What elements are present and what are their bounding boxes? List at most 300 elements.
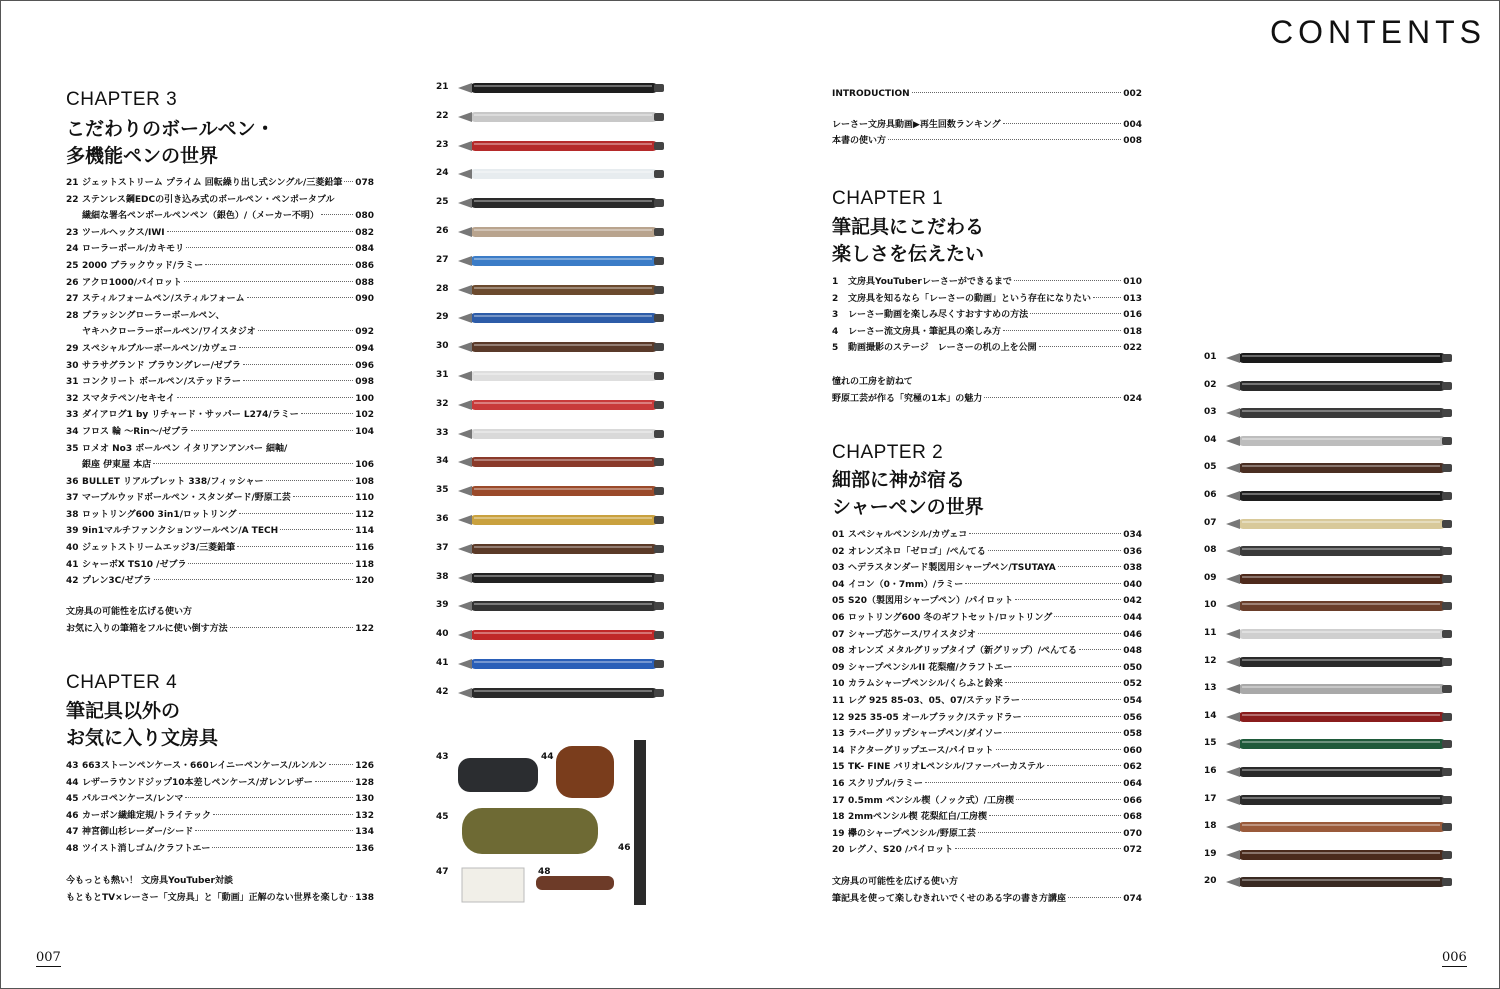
toc-item-label: イコン（0・7mm）/ラミー xyxy=(848,579,964,590)
toc-item-number: 29 xyxy=(66,343,79,354)
pen-barrel xyxy=(470,112,658,122)
pen-photo xyxy=(458,454,676,470)
toc-item-page: 106 xyxy=(355,460,374,471)
toc-row[interactable] xyxy=(66,507,374,524)
toc-item-label: ヘデラスタンダード製図用シャープペン/TSUTAYA xyxy=(848,563,1056,574)
pen-highlight xyxy=(1242,438,1440,440)
toc-item-page: 054 xyxy=(1123,695,1142,706)
pen-photo xyxy=(1226,819,1464,835)
toc-row[interactable] xyxy=(66,808,374,825)
toc-item-label: ダイアログ1 by リチャード・サッパー L274/ラミー xyxy=(82,410,299,421)
pen-highlight xyxy=(1242,741,1440,743)
leader-dots xyxy=(1022,699,1121,700)
toc-item-page: 038 xyxy=(1123,563,1142,574)
chapter2-title-line1: 細部に神が宿る xyxy=(832,469,966,491)
pen-end-cap xyxy=(654,401,664,409)
pen-end-cap xyxy=(654,170,664,178)
toc-item-label: スペシャルブルーボールペン/カヴェコ xyxy=(82,343,238,354)
toc-item-page: 096 xyxy=(355,360,374,371)
pen-number-label: 29 xyxy=(436,312,449,323)
pen-barrel xyxy=(470,573,658,583)
page-number-left: 007 xyxy=(36,950,61,965)
chapter4-label: CHAPTER 4 xyxy=(66,672,178,693)
toc-item-number: 22 xyxy=(66,194,79,205)
toc-item-page: 016 xyxy=(1123,310,1142,321)
toc-item-number: 28 xyxy=(66,310,79,321)
chapter1-extra-page: 024 xyxy=(1123,393,1142,404)
pen-barrel xyxy=(1238,629,1446,639)
pen-highlight xyxy=(474,690,652,692)
pen-photo xyxy=(1226,792,1464,808)
chapter4-extra-row[interactable] xyxy=(66,890,374,907)
toc-item-label: コンクリート ボールペン/ステッドラー xyxy=(82,377,241,388)
toc-item-page: 118 xyxy=(355,559,374,570)
leader-dots xyxy=(191,430,353,431)
toc-item-number: 12 xyxy=(832,712,845,723)
toc-item-number: 3 xyxy=(832,310,839,321)
pen-tip xyxy=(1226,684,1240,694)
pen-end-cap xyxy=(654,574,664,582)
leader-dots xyxy=(237,546,353,547)
chapter3-extra-label: お気に入りの筆箱をフルに使い倒す方法 xyxy=(66,623,228,634)
toc-row[interactable] xyxy=(832,560,1142,577)
pen-number-label: 10 xyxy=(1204,600,1217,611)
ranking-row[interactable] xyxy=(832,117,1142,134)
pen-barrel xyxy=(1238,712,1446,722)
toc-row[interactable] xyxy=(832,593,1142,610)
leader-dots xyxy=(955,848,1121,849)
toc-item-page: 040 xyxy=(1123,579,1142,590)
leader-dots xyxy=(1079,649,1121,650)
toc-item-number: 35 xyxy=(66,443,79,454)
toc-item-label: 文房具を知るなら「レーさーの動画」という存在になりたい xyxy=(848,293,1092,304)
toc-item-number: 30 xyxy=(66,360,79,371)
toc-row[interactable] xyxy=(832,710,1142,727)
toc-row[interactable] xyxy=(66,241,374,258)
pen-barrel xyxy=(470,400,658,410)
leader-dots xyxy=(293,496,353,497)
toc-row[interactable] xyxy=(832,793,1142,810)
intro-label: INTRODUCTION xyxy=(832,89,910,99)
pen-number-label: 26 xyxy=(436,226,449,236)
pen-barrel xyxy=(1238,739,1446,749)
pen-photo xyxy=(458,339,676,355)
toc-item-page: 130 xyxy=(355,794,374,805)
toc-row[interactable] xyxy=(832,307,1142,324)
toc-item-number: 01 xyxy=(832,530,845,540)
chapter2-extra-row[interactable] xyxy=(832,891,1142,908)
toc-row[interactable] xyxy=(66,275,374,292)
toc-item-label: パルコペンケース/レンマ xyxy=(82,794,184,805)
pen-tip xyxy=(458,515,472,525)
toc-row[interactable] xyxy=(832,676,1142,693)
chapter3-extra-heading-row xyxy=(66,604,374,621)
toc-row[interactable] xyxy=(832,809,1142,826)
toc-item-label: スペシャルペンシル/カヴェコ xyxy=(848,530,968,540)
pen-end-cap xyxy=(1442,796,1452,804)
toc-item-label: ジェットストリーム プライム 回転繰り出し式シングル/三菱鉛筆 xyxy=(82,178,343,188)
pen-number-label: 36 xyxy=(436,514,449,524)
pen-tip xyxy=(458,313,472,323)
toc-row[interactable] xyxy=(832,610,1142,627)
pen-number-label: 22 xyxy=(436,110,449,121)
toc-item-label: オレンズネロ「ゼロゴ」/ぺんてる xyxy=(848,546,986,557)
leader-dots xyxy=(1014,280,1121,281)
toc-row[interactable] xyxy=(832,527,1142,544)
chapter4-title xyxy=(66,698,218,752)
pen-barrel xyxy=(1238,877,1446,887)
pen-highlight xyxy=(1242,631,1440,633)
toc-item-label: ヤキハクローラーボールペン/ワイスタジオ xyxy=(82,327,256,338)
pen-highlight xyxy=(474,661,652,663)
toc-row[interactable] xyxy=(66,175,374,192)
leader-dots xyxy=(1047,765,1122,766)
pen-barrel xyxy=(1238,519,1446,529)
toc-row[interactable] xyxy=(66,557,374,574)
leader-dots xyxy=(195,830,353,831)
pen-photo xyxy=(458,109,676,125)
pen-end-cap xyxy=(654,602,664,610)
toc-item-label: 神宮御山杉レーダー/シード xyxy=(82,827,194,838)
toc-item-label: レグ 925 85-03、05、07/ステッドラー xyxy=(848,695,1020,706)
pen-end-cap xyxy=(1442,437,1452,445)
pen-tip xyxy=(1226,712,1240,722)
toc-item-number: 47 xyxy=(66,827,79,838)
toc-item-page: 098 xyxy=(355,377,374,388)
chapter3-extra xyxy=(66,604,374,637)
toc-item-number: 11 xyxy=(832,695,845,706)
toc-item-number: 48 xyxy=(66,843,79,854)
pen-tip xyxy=(1226,574,1240,584)
toc-item-number: 20 xyxy=(832,845,845,856)
toc-row[interactable] xyxy=(832,842,1142,859)
leader-dots xyxy=(988,550,1121,551)
chapter1-title xyxy=(832,214,984,268)
chapter2-toc xyxy=(832,527,1142,859)
pen-tip xyxy=(1226,519,1240,529)
toc-row[interactable] xyxy=(832,726,1142,743)
toc-row[interactable] xyxy=(832,291,1142,308)
toc-row[interactable] xyxy=(66,841,374,858)
pen-photo xyxy=(458,368,676,384)
toc-item-number: 14 xyxy=(832,745,845,756)
toc-item-label: S20（製図用シャープペン）/パイロット xyxy=(848,596,1014,607)
pen-photo xyxy=(458,598,676,614)
toc-row[interactable] xyxy=(66,758,374,775)
toc-item-label: 925 35-05 オールブラック/ステッドラー xyxy=(848,712,1022,723)
goods-label-47: 47 xyxy=(436,867,449,877)
pen-highlight xyxy=(1242,548,1440,550)
toc-row[interactable] xyxy=(66,391,374,408)
toc-item-label: ツイスト消しゴム/クラフトエー xyxy=(82,843,211,854)
twist-eraser xyxy=(536,876,614,890)
toc-item-page: 128 xyxy=(355,777,374,788)
pen-tip xyxy=(458,198,472,208)
pen-photo xyxy=(1226,488,1464,504)
pen-barrel xyxy=(470,342,658,352)
toc-item-number: 10 xyxy=(832,679,845,690)
toc-item-label: スマタテペン/セキセイ xyxy=(82,393,175,404)
leader-dots xyxy=(212,847,353,848)
toc-item-label: 2mmペンシル楔 花梨紅白/工房楔 xyxy=(848,812,987,823)
pen-barrel xyxy=(1238,850,1446,860)
pen-highlight xyxy=(1242,824,1440,826)
leader-dots xyxy=(978,633,1121,634)
toc-item-page: 090 xyxy=(355,294,374,305)
toc-row[interactable] xyxy=(66,573,374,590)
toc-item-label: 動画撮影のステージ レーさーの机の上を公開 xyxy=(848,343,1037,354)
toc-item-number: 44 xyxy=(66,777,79,788)
leader-dots xyxy=(1058,566,1121,567)
toc-item-page: 084 xyxy=(355,244,374,255)
toc-item-label: シャーボX TS10 /ゼブラ xyxy=(82,559,187,570)
toc-row[interactable] xyxy=(66,324,374,341)
pen-end-cap xyxy=(654,689,664,697)
pen-highlight xyxy=(1242,659,1440,661)
toc-row[interactable] xyxy=(66,824,374,841)
chapter3-extra-row[interactable] xyxy=(66,621,374,638)
toc-item-page: 086 xyxy=(355,260,374,271)
toc-row[interactable] xyxy=(66,441,374,458)
chapter3-extra-page: 122 xyxy=(355,623,374,634)
pen-end-cap xyxy=(1442,382,1452,390)
chapter4-extra xyxy=(66,873,374,906)
toc-item-number: 42 xyxy=(66,576,79,587)
pen-tip xyxy=(1226,767,1240,777)
intro-page: 002 xyxy=(1123,89,1142,99)
pen-photo xyxy=(1226,847,1464,863)
chapter1-extra-label: 野原工芸が作る「究極の1本」の魅力 xyxy=(832,393,983,404)
toc-row[interactable] xyxy=(66,791,374,808)
toc-item-page: 042 xyxy=(1123,596,1142,607)
pen-end-cap xyxy=(1442,464,1452,472)
toc-item-label: ロットリング600 冬のギフトセット/ロットリング xyxy=(848,612,1053,623)
pen-highlight xyxy=(1242,576,1440,578)
pen-highlight xyxy=(474,431,652,433)
pen-highlight xyxy=(474,488,652,490)
leader-dots xyxy=(247,297,354,298)
pen-photo xyxy=(1226,516,1464,532)
toc-item-label: レザーラウンドジップ10本差しペンケース/ガレンレザー xyxy=(82,777,313,788)
toc-item-page: 070 xyxy=(1123,828,1142,839)
toc-item-number: 25 xyxy=(66,260,79,271)
pen-number-label: 05 xyxy=(1204,462,1217,473)
pen-highlight xyxy=(474,546,652,548)
toc-row[interactable] xyxy=(66,358,374,375)
pen-number-label: 11 xyxy=(1204,628,1217,638)
pen-highlight xyxy=(474,287,652,289)
pen-highlight xyxy=(1242,603,1440,605)
pen-tip xyxy=(458,112,472,122)
goods-label-45: 45 xyxy=(436,812,449,822)
toc-item-page: 100 xyxy=(355,393,374,404)
toc-item-label: レグノ、S20 /パイロット xyxy=(848,845,954,856)
pen-tip xyxy=(458,601,472,611)
toc-item-page: 062 xyxy=(1123,762,1142,773)
toc-item-page: 068 xyxy=(1123,812,1142,823)
toc-item-number: 41 xyxy=(66,559,79,570)
toc-row[interactable] xyxy=(832,826,1142,843)
toc-item-number: 26 xyxy=(66,277,79,288)
pen-tip xyxy=(1226,546,1240,556)
pen-tip xyxy=(458,457,472,467)
pen-tip xyxy=(458,169,472,179)
pen-number-label: 33 xyxy=(436,427,449,438)
toc-row[interactable] xyxy=(66,208,374,225)
pen-number-label: 04 xyxy=(1204,434,1217,445)
pen-photo xyxy=(1226,405,1464,421)
toc-row[interactable] xyxy=(66,523,374,540)
pen-number-label: 06 xyxy=(1204,490,1217,500)
toc-item-number: 45 xyxy=(66,794,79,805)
leader-dots xyxy=(239,347,353,348)
pen-number-label: 08 xyxy=(1204,545,1217,556)
pen-end-cap xyxy=(654,113,664,121)
leader-dots xyxy=(188,563,353,564)
toc-row[interactable] xyxy=(66,474,374,491)
pen-end-cap xyxy=(654,545,664,553)
pen-number-label: 39 xyxy=(436,600,449,611)
pen-number-label: 25 xyxy=(436,197,449,208)
toc-row[interactable] xyxy=(832,577,1142,594)
toc-item-number: 27 xyxy=(66,294,79,305)
toc-item-page: 094 xyxy=(355,343,374,354)
toc-row[interactable] xyxy=(66,291,374,308)
toc-item-label: ロメオ No3 ボールペン イタリアンアンバー 細軸/ xyxy=(82,443,288,454)
pen-highlight xyxy=(1242,686,1440,688)
leader-dots xyxy=(1003,123,1122,124)
pen-barrel xyxy=(1238,381,1446,391)
leader-dots xyxy=(230,627,354,628)
pen-end-cap xyxy=(1442,878,1452,886)
chapter1-extra-heading-row xyxy=(832,374,1142,391)
toc-item-number: 19 xyxy=(832,828,845,839)
toc-item-number: 17 xyxy=(832,795,845,806)
toc-item-number: 24 xyxy=(66,244,79,255)
toc-row[interactable] xyxy=(66,775,374,792)
stone-pen-case xyxy=(458,758,538,792)
chapter1-extra-row[interactable] xyxy=(832,391,1142,408)
leader-dots xyxy=(989,815,1121,816)
toc-row[interactable] xyxy=(832,693,1142,710)
pen-barrel xyxy=(1238,463,1446,473)
carbon-ruler xyxy=(634,740,646,905)
pen-number-label: 07 xyxy=(1204,517,1217,528)
pen-end-cap xyxy=(654,660,664,668)
pen-tip xyxy=(458,342,472,352)
pen-barrel xyxy=(470,630,658,640)
toc-row[interactable] xyxy=(66,225,374,242)
toc-row[interactable] xyxy=(66,540,374,557)
toc-row[interactable] xyxy=(832,627,1142,644)
toc-row[interactable] xyxy=(66,490,374,507)
pen-end-cap xyxy=(1442,823,1452,831)
pen-highlight xyxy=(474,114,652,116)
howto-row[interactable] xyxy=(832,133,1142,150)
toc-row[interactable] xyxy=(832,660,1142,677)
chapter1-extra-heading: 憧れの工房を訪ねて xyxy=(832,377,913,387)
toc-row[interactable] xyxy=(832,776,1142,793)
toc-item-label: アクロ1000/パイロット xyxy=(82,277,182,288)
toc-row[interactable] xyxy=(66,192,374,209)
toc-row[interactable] xyxy=(66,308,374,325)
toc-row[interactable] xyxy=(66,457,374,474)
pen-number-label: 01 xyxy=(1204,352,1217,362)
toc-row[interactable] xyxy=(66,407,374,424)
pen-tip xyxy=(1226,353,1240,363)
toc-item-page: 066 xyxy=(1123,795,1142,806)
pen-number-label: 35 xyxy=(436,485,449,496)
toc-row[interactable] xyxy=(832,274,1142,291)
toc-item-page: 082 xyxy=(355,227,374,238)
pen-photo xyxy=(1226,571,1464,587)
toc-row[interactable] xyxy=(832,544,1142,561)
pen-end-cap xyxy=(1442,520,1452,528)
leader-dots xyxy=(153,463,353,464)
pen-barrel xyxy=(1238,574,1446,584)
pen-barrel xyxy=(470,601,658,611)
toc-row[interactable] xyxy=(832,324,1142,341)
pen-tip xyxy=(458,141,472,151)
pen-number-label: 41 xyxy=(436,658,449,668)
pen-end-cap xyxy=(654,228,664,236)
toc-item-number: 09 xyxy=(832,662,845,673)
pen-barrel xyxy=(470,515,658,525)
pen-highlight xyxy=(1242,410,1440,412)
leader-dots xyxy=(978,832,1121,833)
toc-row[interactable] xyxy=(66,341,374,358)
toc-item-label: ドクターグリップエース/パイロット xyxy=(848,745,994,756)
toc-item-number: 31 xyxy=(66,377,79,388)
toc-row[interactable] xyxy=(832,759,1142,776)
toc-item-page: 058 xyxy=(1123,729,1142,740)
pen-end-cap xyxy=(1442,492,1452,500)
pen-barrel xyxy=(1238,684,1446,694)
intro-row[interactable] xyxy=(832,86,1142,103)
toc-item-page: 036 xyxy=(1123,546,1142,557)
toc-item-page: 102 xyxy=(355,410,374,421)
pen-end-cap xyxy=(1442,630,1452,638)
pen-tip xyxy=(1226,408,1240,418)
toc-row[interactable] xyxy=(832,340,1142,357)
toc-row[interactable] xyxy=(66,424,374,441)
pen-number-label: 32 xyxy=(436,398,449,409)
ranking-label: レーさー文房具動画▶再生回数ランキング xyxy=(832,119,1001,130)
pen-number-label: 30 xyxy=(436,341,449,352)
toc-item-label: スクリプル/ラミー xyxy=(848,778,923,789)
pen-photo xyxy=(458,310,676,326)
leader-dots xyxy=(984,397,1121,398)
toc-row[interactable] xyxy=(832,743,1142,760)
chapter3-title-line2: 多機能ペンの世界 xyxy=(66,145,219,167)
pen-photo xyxy=(1226,543,1464,559)
pen-barrel xyxy=(470,227,658,237)
toc-row[interactable] xyxy=(66,374,374,391)
toc-item-label: 0.5mm ペンシル楔（ノック式）/工房楔 xyxy=(848,795,1015,806)
pen-highlight xyxy=(474,315,652,317)
toc-row[interactable] xyxy=(66,258,374,275)
toc-item-page: 072 xyxy=(1123,845,1142,856)
pen-photo xyxy=(458,282,676,298)
pen-photo xyxy=(1226,598,1464,614)
pen-barrel xyxy=(1238,795,1446,805)
toc-row[interactable] xyxy=(832,643,1142,660)
toc-item-label: 2000 ブラックウッド/ラミー xyxy=(82,260,204,271)
leader-dots xyxy=(321,214,353,215)
pen-highlight xyxy=(1242,769,1440,771)
chapter2-label: CHAPTER 2 xyxy=(832,442,944,463)
toc-item-number: 2 xyxy=(832,293,839,304)
